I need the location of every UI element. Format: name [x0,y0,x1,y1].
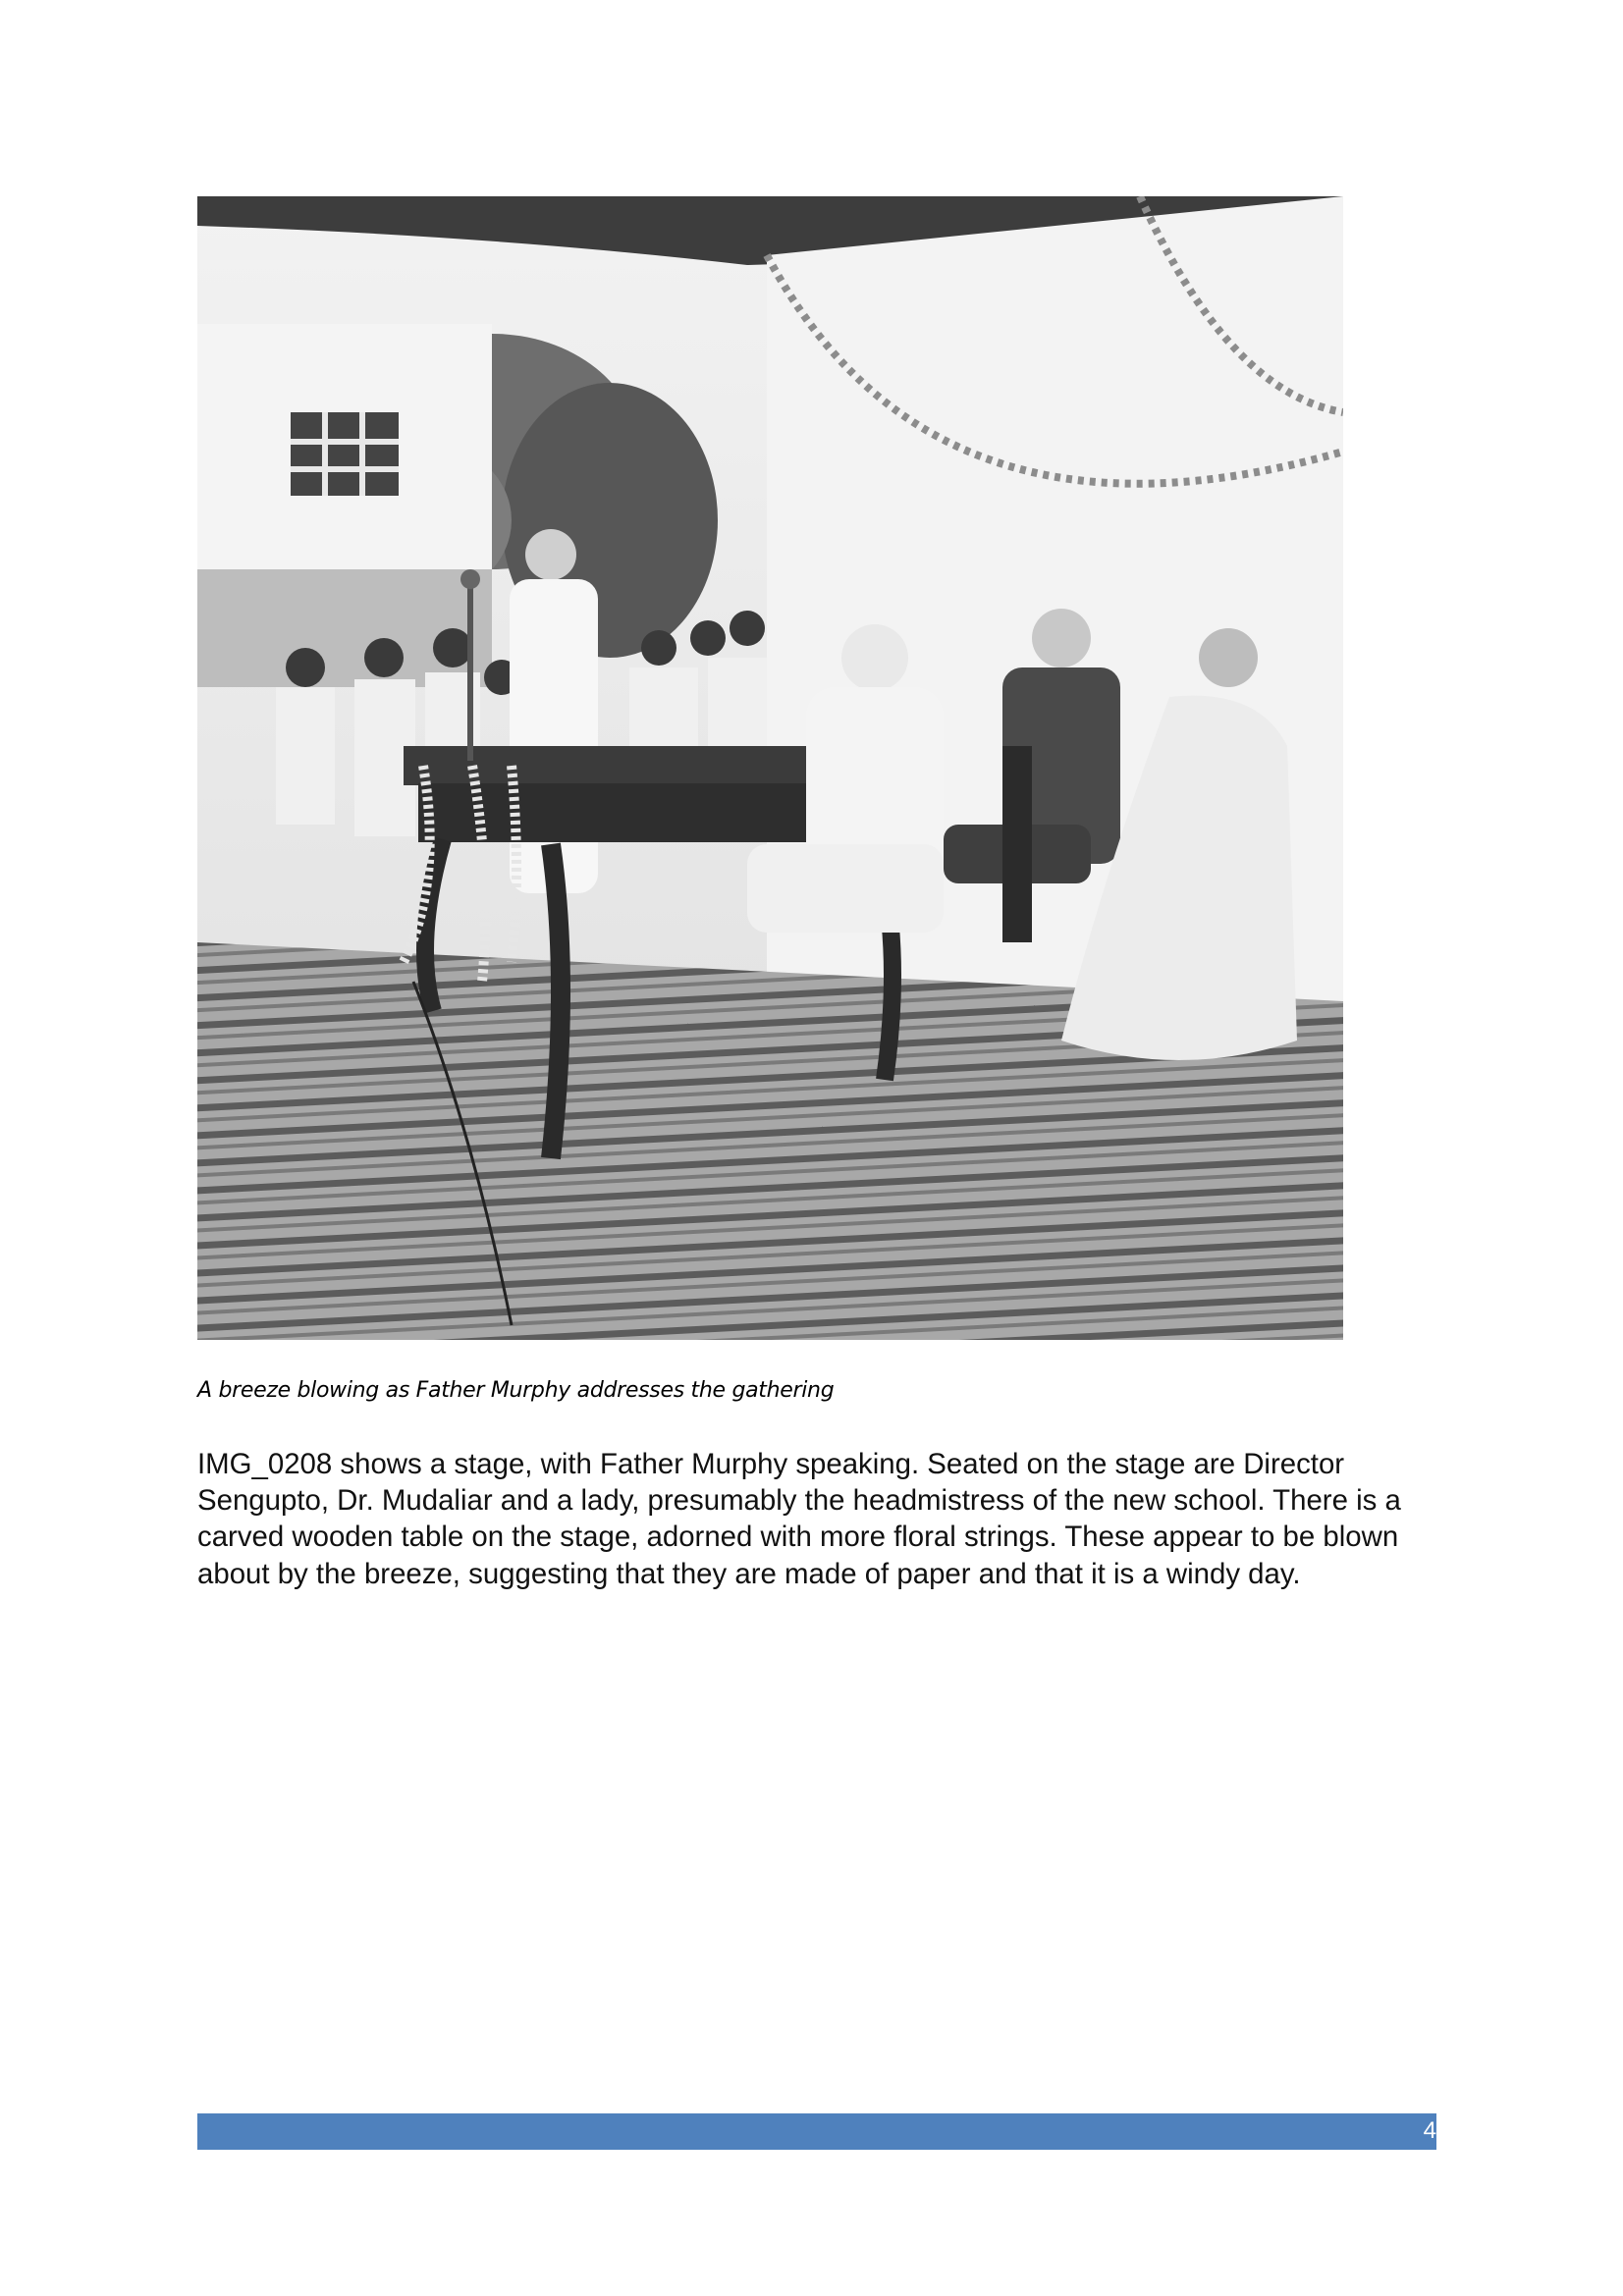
body-paragraph: IMG_0208 shows a stage, with Father Murphy speaking. Seated on the stage are Director Sengupto, Dr. Mudaliar and a lady, presumably the headmistress of the new school. There is a carved wooden table on the stage, adorned with more floral strings. These appear to be blown about by the breeze, suggesting that they are made of paper and that it is a windy day. [197,1448,1401,1590]
photo-caption: A breeze blowing as Father Murphy addresses the gathering [197,1378,835,1403]
photograph [197,196,1343,1340]
stage-scene-illustration [197,196,1343,1340]
page-number: 4 [1423,2117,1436,2144]
footer-bar [197,2113,1436,2150]
